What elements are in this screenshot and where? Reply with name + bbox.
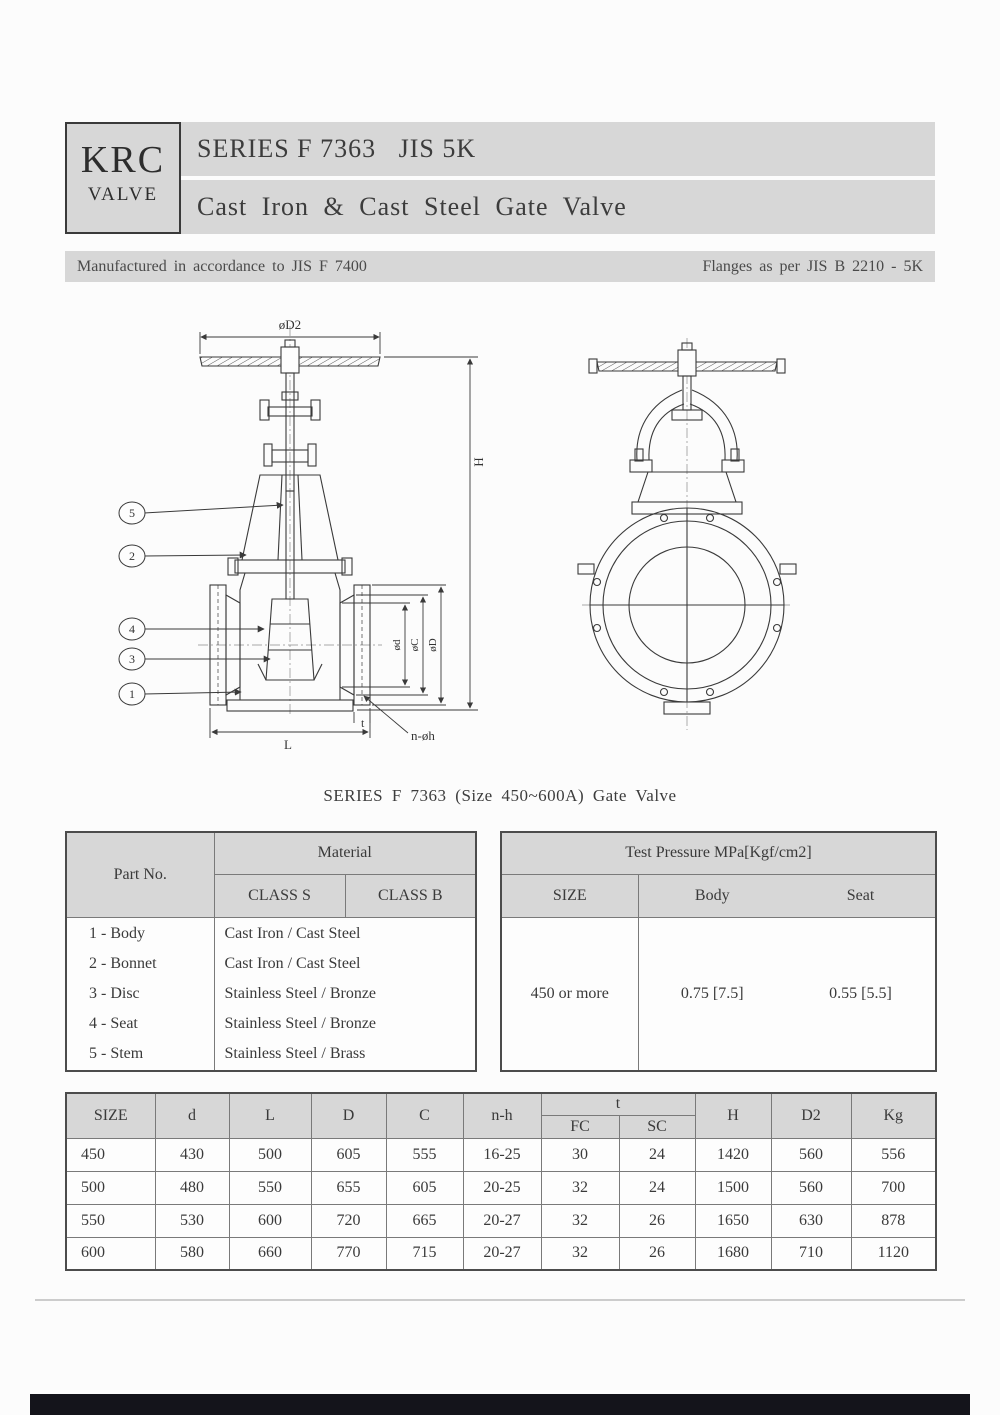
col-header-size: SIZE [66, 1093, 155, 1138]
cell: 665 [386, 1204, 463, 1237]
drawing-caption: SERIES F 7363 (Size 450~600A) Gate Valve [323, 786, 677, 805]
col-header-dd: D [311, 1093, 386, 1138]
col-header-seat: Seat [786, 874, 936, 917]
col-header-body: Body [638, 874, 786, 917]
cell: 500 [66, 1171, 155, 1204]
cell: 605 [386, 1171, 463, 1204]
table-row [66, 1138, 936, 1171]
dim-label-l: L [284, 737, 292, 752]
cell: 660 [229, 1237, 311, 1270]
parts-list-cell [66, 917, 214, 1071]
valve-front-drawing [552, 330, 842, 750]
cell: 24 [619, 1138, 695, 1171]
cell: 20-27 [463, 1204, 541, 1237]
cell: 30 [541, 1138, 619, 1171]
col-header-size: SIZE [501, 874, 638, 917]
dim-label-dd: øD [427, 638, 439, 652]
balloon-1: 1 [129, 687, 135, 701]
col-header-class-s: CLASS S [214, 874, 345, 917]
cell: 1120 [851, 1237, 936, 1270]
col-header-class-b: CLASS B [345, 874, 476, 917]
flange-standard: Flanges as per JIS B 2210 - 5K [702, 257, 923, 275]
cell: 1500 [695, 1171, 771, 1204]
balloon-4: 4 [129, 622, 135, 636]
cell: 24 [619, 1171, 695, 1204]
col-header-nh: n-h [463, 1093, 541, 1138]
material-item: Stainless Steel / Bronze [224, 1014, 377, 1032]
cell: 878 [851, 1204, 936, 1237]
logo-text: KRC [80, 139, 166, 181]
dim-label-d: ød [391, 639, 403, 651]
dim-label-t: t [361, 716, 365, 730]
cell: 20-27 [463, 1237, 541, 1270]
series-title-band [181, 122, 935, 176]
cell: 480 [155, 1171, 229, 1204]
cell: 430 [155, 1138, 229, 1171]
part-item: 4 - Seat [89, 1014, 138, 1032]
table-row [66, 1204, 936, 1237]
seat-pressure-cell: 0.55 [5.5] [786, 917, 936, 1071]
part-item: 1 - Body [89, 924, 145, 942]
table-row [66, 1171, 936, 1204]
col-header-fc: FC [541, 1115, 619, 1138]
cell: 26 [619, 1237, 695, 1270]
cell: 550 [66, 1204, 155, 1237]
col-header-t: t [541, 1093, 695, 1115]
series-title: SERIES F 7363 JIS 5K [197, 134, 477, 163]
cell: 770 [311, 1237, 386, 1270]
col-header-part-no: Part No. [66, 832, 214, 917]
cell: 32 [541, 1237, 619, 1270]
material-item: Cast Iron / Cast Steel [224, 954, 361, 972]
col-header-d: d [155, 1093, 229, 1138]
materials-list-cell [214, 917, 476, 1071]
cell: 1680 [695, 1237, 771, 1270]
material-item: Stainless Steel / Bronze [224, 984, 377, 1002]
balloon-2: 2 [129, 549, 135, 563]
col-header-material: Material [214, 832, 476, 874]
cell: 600 [229, 1204, 311, 1237]
col-header-kg: Kg [851, 1093, 936, 1138]
cell: 700 [851, 1171, 936, 1204]
balloon-3: 3 [129, 652, 135, 666]
dim-label-nh: n-øh [411, 728, 435, 743]
cell: 32 [541, 1204, 619, 1237]
manufacture-standard: Manufactured in accordance to JIS F 7400 [77, 257, 367, 275]
material-item: Stainless Steel / Brass [224, 1044, 366, 1062]
balloon-5: 5 [129, 506, 135, 520]
size-cell: 450 or more [501, 917, 638, 1071]
cell: 600 [66, 1237, 155, 1270]
cell: 32 [541, 1171, 619, 1204]
dimension-lines [200, 332, 478, 738]
part-item: 5 - Stem [89, 1044, 144, 1062]
dimensions-table [65, 1092, 937, 1271]
cell: 630 [771, 1204, 851, 1237]
body-front [578, 508, 796, 714]
cell: 655 [311, 1171, 386, 1204]
cell: 720 [311, 1204, 386, 1237]
cell: 500 [229, 1138, 311, 1171]
col-header-sc: SC [619, 1115, 695, 1138]
valve-section-drawing [80, 312, 500, 757]
balloon-callouts [119, 502, 283, 705]
header [65, 122, 935, 234]
col-header-d2: D2 [771, 1093, 851, 1138]
dim-label-c: øC [409, 638, 421, 652]
body-pressure-cell: 0.75 [7.5] [638, 917, 786, 1071]
material-item: Cast Iron / Cast Steel [224, 924, 361, 942]
bottom-bar [30, 1394, 970, 1415]
cell: 715 [386, 1237, 463, 1270]
cell: 450 [66, 1138, 155, 1171]
cell: 1650 [695, 1204, 771, 1237]
cell: 530 [155, 1204, 229, 1237]
col-header-c: C [386, 1093, 463, 1138]
dim-label-d2: øD2 [278, 317, 302, 332]
table-row [66, 1237, 936, 1270]
cell: 1420 [695, 1138, 771, 1171]
product-title-band [181, 180, 935, 234]
cell: 710 [771, 1237, 851, 1270]
cell: 16-25 [463, 1138, 541, 1171]
standards-banner [65, 251, 935, 282]
product-title: Cast Iron & Cast Steel Gate Valve [197, 192, 627, 221]
material-table [65, 831, 477, 1072]
cell: 560 [771, 1171, 851, 1204]
footer-rule [35, 1299, 965, 1301]
cell: 560 [771, 1138, 851, 1171]
part-item: 3 - Disc [89, 984, 140, 1002]
cell: 550 [229, 1171, 311, 1204]
cell: 556 [851, 1138, 936, 1171]
cell: 580 [155, 1237, 229, 1270]
col-header-l: L [229, 1093, 311, 1138]
cell: 605 [311, 1138, 386, 1171]
col-header-h: H [695, 1093, 771, 1138]
pressure-table [500, 831, 937, 1072]
logo-subtext: VALVE [87, 184, 159, 205]
part-item: 2 - Bonnet [89, 954, 157, 972]
logo [65, 122, 181, 234]
cell: 26 [619, 1204, 695, 1237]
cell: 20-25 [463, 1171, 541, 1204]
dim-label-h: H [471, 457, 486, 467]
pressure-table-title: Test Pressure MPa[Kgf/cm2] [501, 832, 936, 874]
cell: 555 [386, 1138, 463, 1171]
